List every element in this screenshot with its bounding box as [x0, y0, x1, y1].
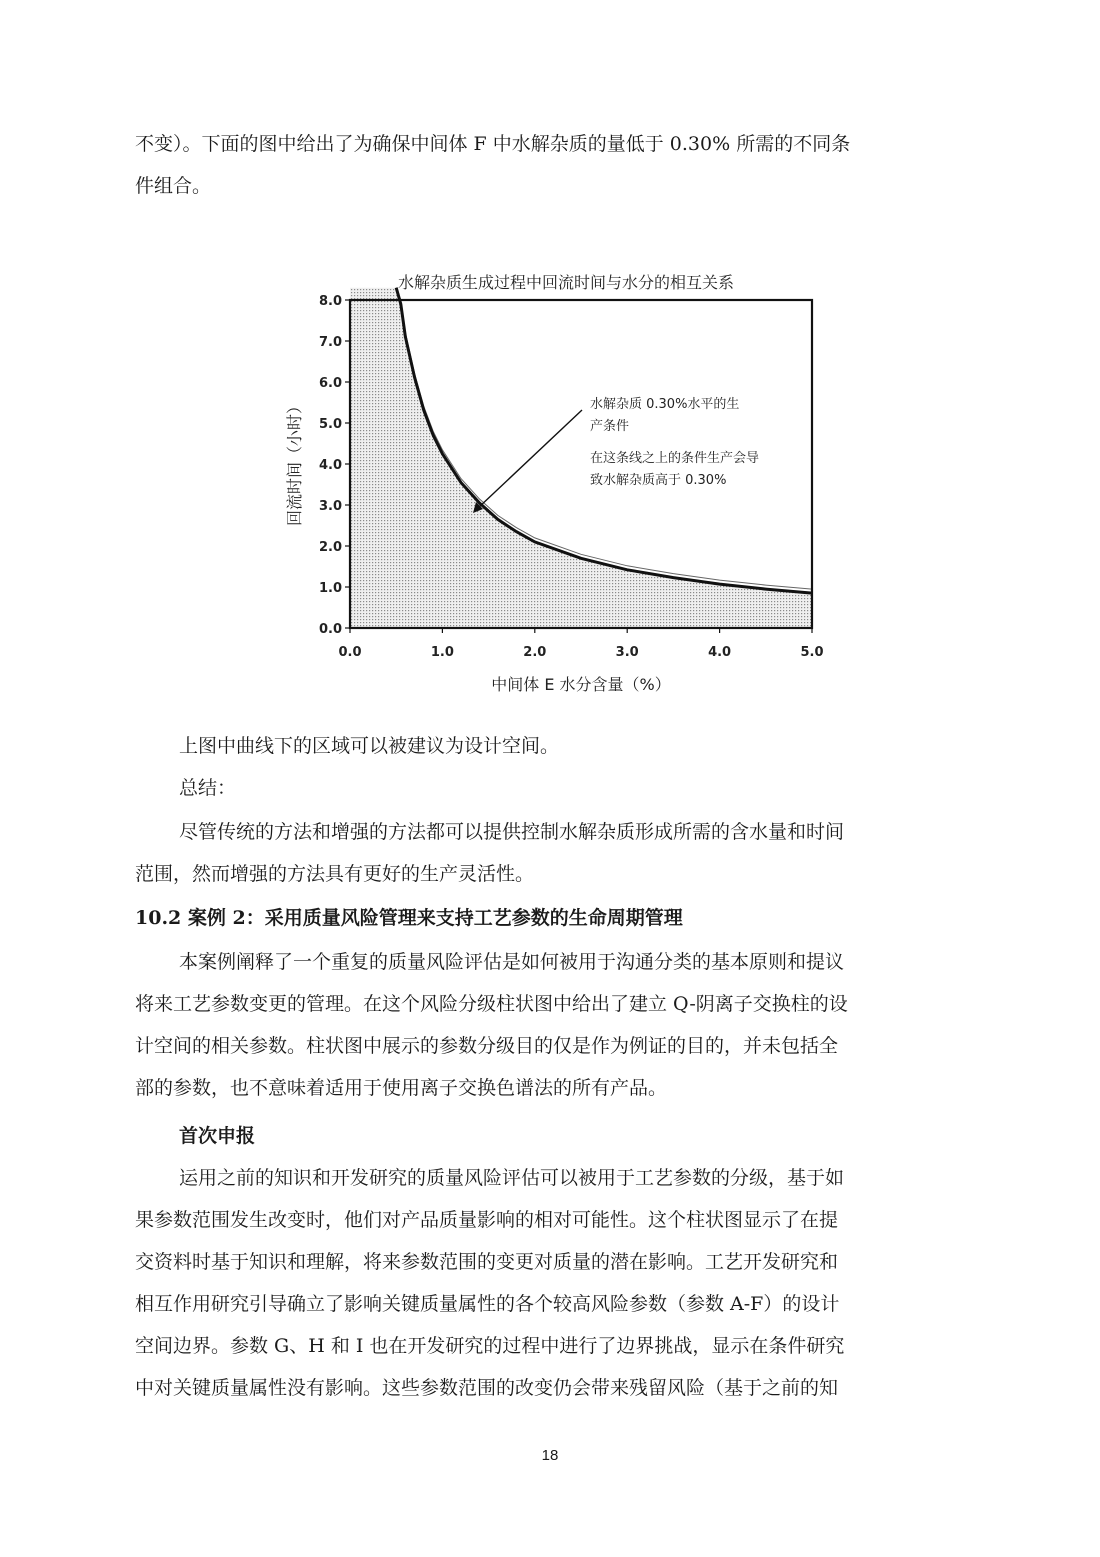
chart-svg	[270, 262, 830, 702]
y-tick-label: 8.0	[318, 294, 342, 309]
figure-chart	[270, 262, 830, 702]
chart-title: 水解杂质生成过程中回流时间与水分的相互关系	[398, 273, 735, 292]
annotation-leader	[478, 410, 582, 508]
y-tick-label: 5.0	[318, 417, 342, 432]
final-paragraph	[135, 1157, 967, 1409]
x-tick-label: 5.0	[800, 645, 824, 660]
text-line: 部的参数，也不意味着适用于使用离子交换色谱法的所有产品。	[135, 1077, 668, 1099]
sub-heading: 首次申报	[179, 1125, 256, 1147]
text-line: 运用之前的知识和开发研究的质量风险评估可以被用于工艺参数的分级，基于如	[179, 1167, 845, 1189]
text-line: 中对关键质量属性没有影响。这些参数范围的改变仍会带来残留风险（基于之前的知	[135, 1377, 839, 1399]
text-line: 本案例阐释了一个重复的质量风险评估是如何被用于沟通分类的基本原则和提议	[179, 951, 845, 973]
text-line: 件组合。	[135, 175, 212, 197]
y-tick-label: 0.0	[318, 622, 342, 637]
after-chart-paragraph	[135, 725, 1011, 767]
y-tick-label: 6.0	[318, 376, 342, 391]
text-line: 交资料时基于知识和理解，将来参数范围的变更对质量的潜在影响。工艺开发研究和	[135, 1251, 839, 1273]
text-line: 不变）。下面的图中给出了为确保中间体 F 中水解杂质的量低于 0.30% 所需的不同条	[135, 133, 851, 155]
text-line: 计空间的相关参数。柱状图中展示的参数分级目的仅是作为例证的目的，并未包括全	[135, 1035, 839, 1057]
y-tick-label: 1.0	[318, 581, 342, 596]
text-line: 相互作用研究引导确立了影响关键质量属性的各个较高风险参数（参数 A-F）的设计	[135, 1293, 840, 1315]
annotation-text: 致水解杂质高于 0.30%	[590, 473, 727, 488]
intro-paragraph	[135, 123, 967, 207]
x-tick-label: 0.0	[338, 645, 362, 660]
text-line: 上图中曲线下的区域可以被建议为设计空间。	[179, 735, 560, 757]
page-number: 18	[541, 1447, 559, 1464]
text-line: 空间边界。参数 G、H 和 I 也在开发研究的过程中进行了边界挑战，显示在条件研究	[135, 1335, 845, 1357]
y-tick-label: 7.0	[318, 335, 342, 350]
x-tick-label: 2.0	[523, 645, 547, 660]
text-line: 将来工艺参数变更的管理。在这个风险分级柱状图中给出了建立 Q-阴离子交换柱的设	[135, 993, 848, 1015]
section-paragraph	[135, 941, 967, 1109]
y-tick-label: 2.0	[318, 540, 342, 555]
summary-label	[135, 767, 1011, 809]
x-axis-label: 中间体 E 水分含量（%）	[491, 675, 671, 694]
text-line: 范围，然而增强的方法具有更好的生产灵活性。	[135, 863, 535, 885]
text-line: 总结：	[179, 777, 237, 799]
x-tick-label: 3.0	[615, 645, 639, 660]
text-line: 果参数范围发生改变时，他们对产品质量影响的相对可能性。这个柱状图显示了在提	[135, 1209, 839, 1231]
x-tick-label: 4.0	[708, 645, 732, 660]
y-tick-label: 4.0	[318, 458, 342, 473]
x-tick-label: 1.0	[430, 645, 454, 660]
summary-paragraph	[135, 811, 967, 895]
section-heading: 10.2 案例 2：采用质量风险管理来支持工艺参数的生命周期管理	[135, 907, 683, 929]
annotation-text: 产条件	[590, 419, 630, 434]
y-axis-label: 回流时间（小时）	[285, 397, 304, 527]
text-line: 尽管传统的方法和增强的方法都可以提供控制水解杂质形成所需的含水量和时间	[179, 821, 845, 843]
y-tick-label: 3.0	[318, 499, 342, 514]
annotation-text: 水解杂质 0.30%水平的生	[590, 397, 740, 412]
annotation-text: 在这条线之上的条件生产会导	[590, 451, 760, 466]
